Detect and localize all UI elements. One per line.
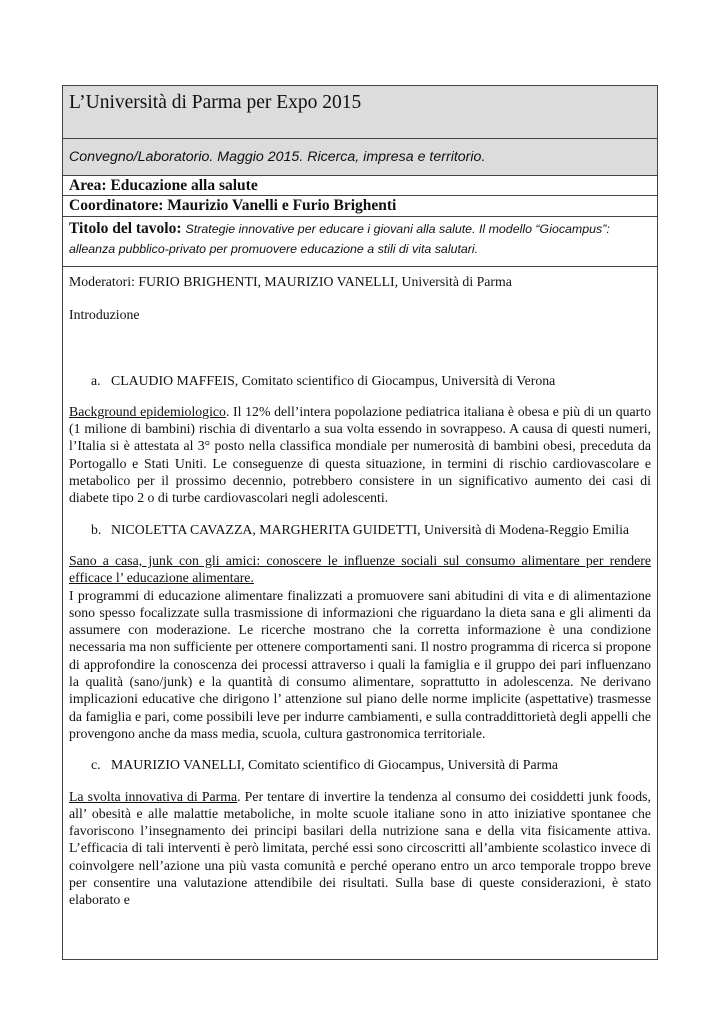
speaker-a [69,372,651,389]
coordinator-label: Coordinatore: Maurizio Vanelli e Furio Brighenti [69,197,397,214]
speaker-c [69,756,651,773]
paragraph-b-heading: Sano a casa, junk con gli amici: conoscere le influenze sociali sul consumo alimentare per rendere efficace l’ educazione alimentare. [69,552,651,586]
table-title-text: Strategie innovative per educare i giovani alla salute. Il modello “Giocampus”: alleanza pubblico-privato per promuovere educazione a stili di vita salutari. [69,222,610,256]
subtitle-row [63,139,657,176]
area-row [63,176,657,196]
table-title-label: Titolo del tavolo: [69,220,182,237]
paragraph-c [69,788,651,909]
paragraph-a-text: . Il 12% dell’intera popolazione pediatrica italiana è obesa e più di un quarto (1 milione di bambini) rischia di diventarlo a sua volta essendo in sovrappeso. A causa di questi numeri, l’Italia si è attestata al 3° posto nella classifica mondiale per numerosità di bambini obesi, preceduta da Portogallo e Stati Uniti. Le conseguenze di questa situazione, in termini di rischio cardiovascolare e metabolico per il prossimo decennio, potrebbero consistere in un significativo aumento dei casi di diabete tipo 2 o di turbe cardiovascolari negli adolescenti. [69,403,651,506]
moderators: Moderatori: FURIO BRIGHENTI, MAURIZIO VANELLI, Università di Parma [69,274,512,289]
paragraph-c-heading: La svolta innovativa di Parma [69,788,238,804]
paragraph-a [69,403,651,507]
coordinator-row [63,196,657,217]
content-section [63,267,657,909]
table-title-row [63,217,657,267]
title-row [63,86,657,139]
area-label: Area: Educazione alla salute [69,177,258,194]
document-title: L’Università di Parma per Expo 2015 [69,92,362,113]
speaker-b [69,521,651,538]
speaker-a-marker: a. [91,372,101,388]
speaker-b-name: NICOLETTA CAVAZZA, MARGHERITA GUIDETTI, Università di Modena-Reggio Emilia [111,521,630,537]
speaker-c-marker: c. [91,757,101,773]
speaker-a-name: CLAUDIO MAFFEIS, Comitato scientifico di Giocampus, Università di Verona [111,372,556,388]
introduction-heading: Introduzione [69,307,140,323]
paragraph-a-heading: Background epidemiologico [69,403,226,419]
paragraph-b: I programmi di educazione alimentare finalizzati a promuovere sani abitudini di vita e di alimentazione sono spesso focalizzate sulla trasmissione di informazioni che riguardano la dieta sana e gli alimenti da assumere con moderazione. Le ricerche mostrano che la corretta informazione è una condizione necessaria ma non sufficiente per ottenere comportamenti sani. Il nostro programma di ricerca si propone di approfondire la conoscenza dei processi attraverso i quali la famiglia e il gruppo dei pari influenzano la qualità (sano/junk) e la quantità di consumo alimentare, soprattutto in adolescenza. Ne derivano implicazioni educative che dirigono l’ attenzione sul piano delle norme implicite (aspettative) trasmesse da famiglia e pari, come possibili leve per indurre cambiamenti, e sulla contraddittorietà degli appelli che provengono anche da mass media, scuola, cultura gastronomica territoriale. [69,587,651,741]
document-table [62,85,658,960]
paragraph-b-heading-line [69,552,651,587]
paragraph-c-text: . Per tentare di invertire la tendenza al consumo dei cosiddetti junk foods, all’ obesità e alle malattie metaboliche, in molte scuole italiane sono in atto iniziative spontanee che favoriscono l’insegnamento dei principi basilari della nutrizione sana e della vita fisicamente attiva. L’efficacia di tali interventi è però limitata, perché essi sono circoscritti all’ambiente scolastico invece di coinvolgere nell’azione una più vasta comunità e perché operano entro un arco temporale troppo breve per consentire una valutazione attendibile dei risultati. Sulla base di queste considerazioni, è stato elaborato e [69,788,651,908]
speaker-b-marker: b. [91,521,102,537]
document-subtitle: Convegno/Laboratorio. Maggio 2015. Ricerca, impresa e territorio. [69,149,486,165]
speaker-c-name: MAURIZIO VANELLI, Comitato scientifico di Giocampus, Università di Parma [111,757,559,773]
